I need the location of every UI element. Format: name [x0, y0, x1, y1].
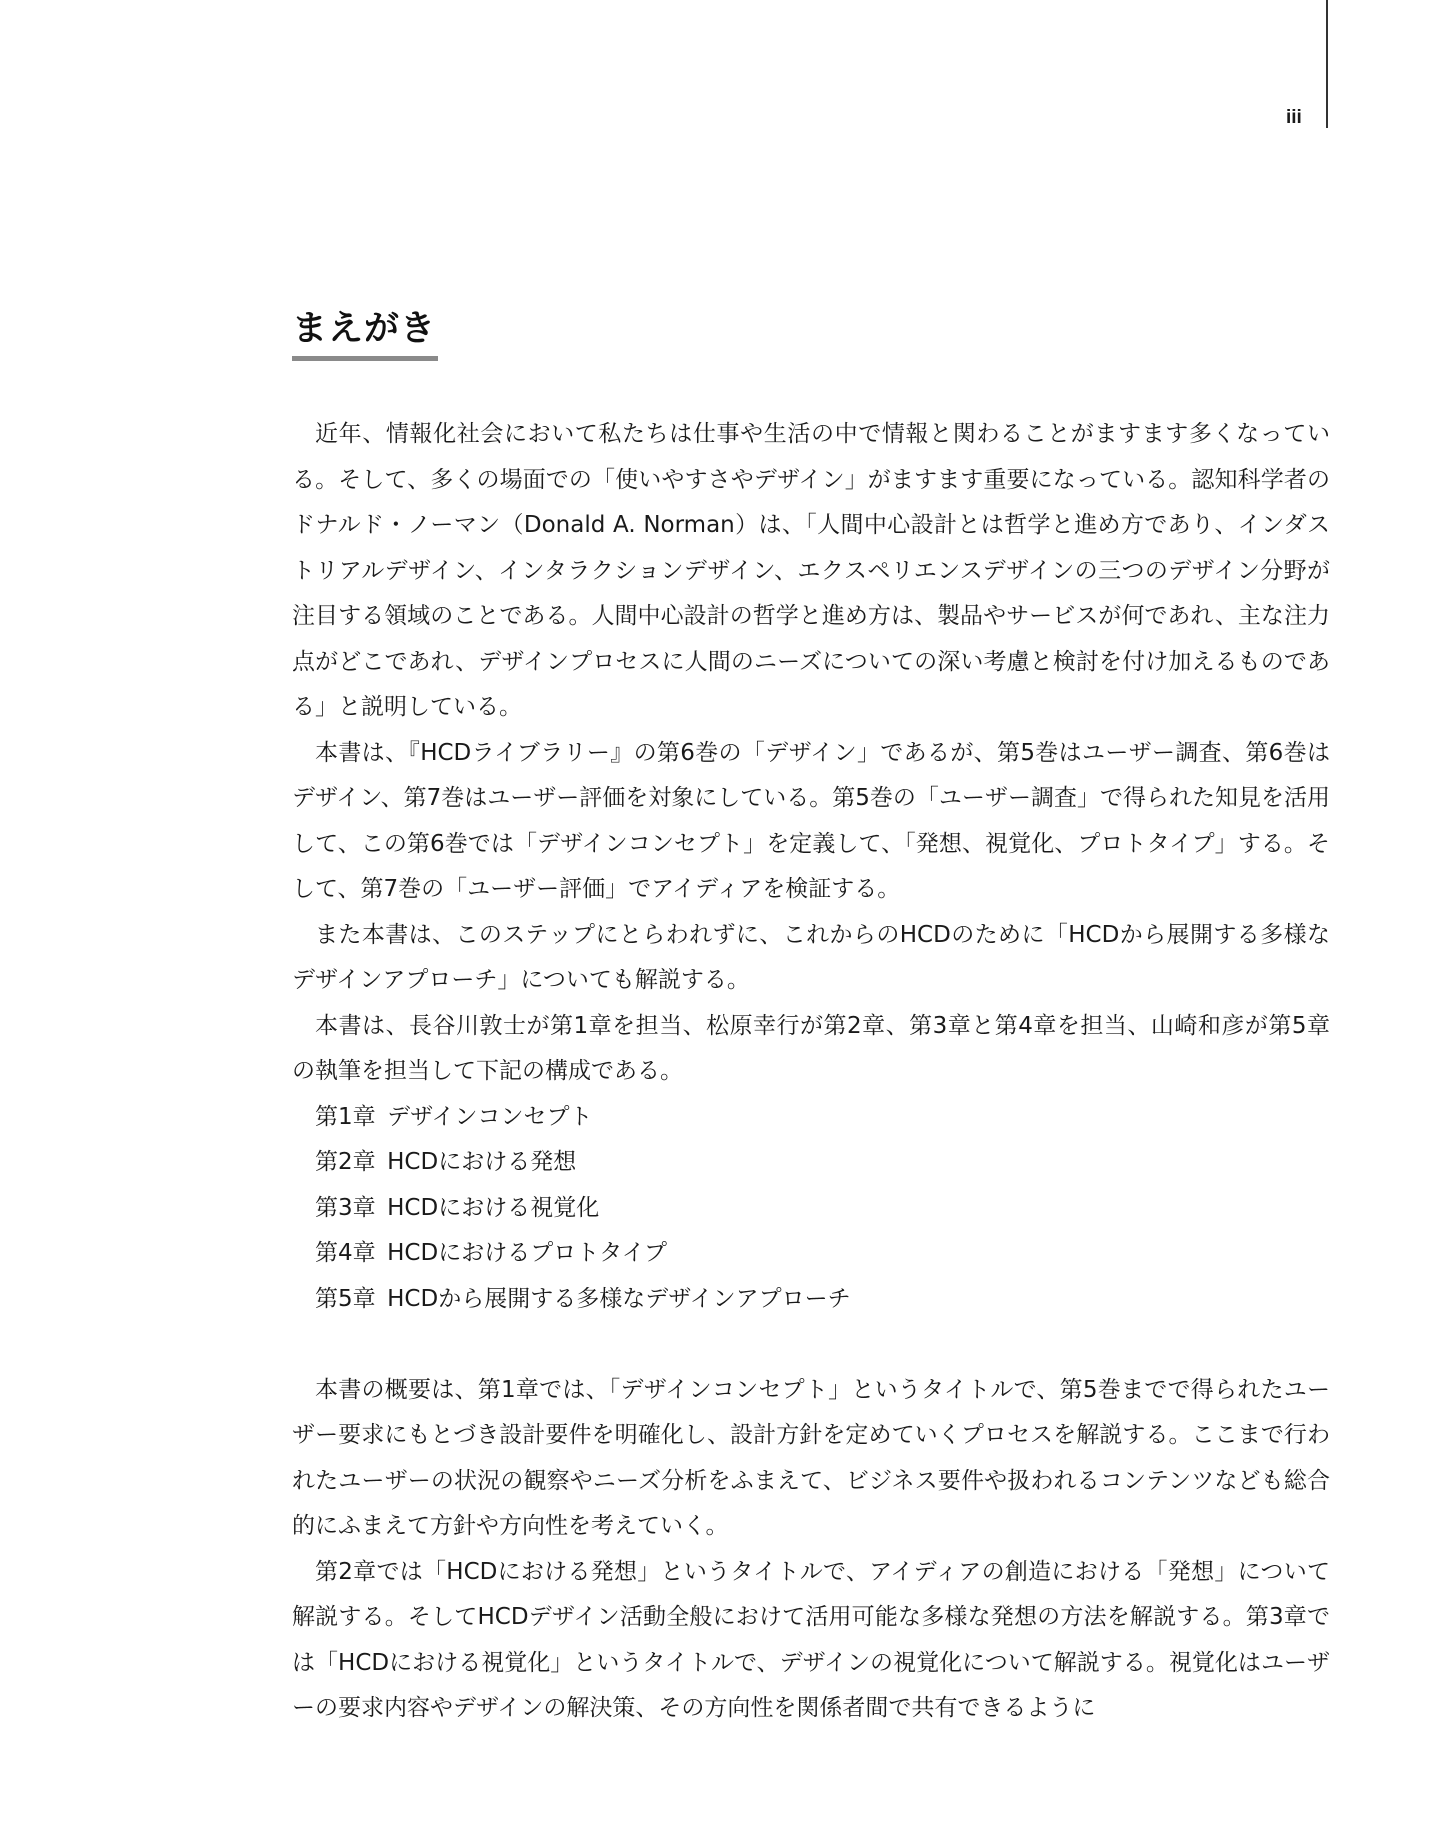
chapter-number: 第1章	[315, 1103, 376, 1130]
chapter-number: 第4章	[315, 1240, 376, 1266]
chapter-number: 第5章	[315, 1285, 376, 1312]
page-number: iii	[1286, 107, 1302, 128]
chapter-number: 第3章	[315, 1194, 376, 1221]
chapter-item	[292, 1277, 1330, 1323]
blank-line	[292, 1322, 1330, 1368]
paragraph: 第2章では「HCDにおける発想」というタイトルで、アイディアの創造における「発想」について解説する。そしてHCDデザイン活動全般におけて活用可能な多様な発想の方法を解説する。第3章では「HCDにおける視覚化」というタイトルで、デザインの視覚化について解説する。視覚化はユーザーの要求内容やデザインの解決策、その方向性を関係者間で共有できるように	[292, 1558, 1330, 1721]
chapter-item	[292, 1186, 1330, 1232]
page-edge-rule	[1326, 0, 1328, 128]
chapter-title: HCDから展開する多様なデザインアプローチ	[387, 1285, 851, 1312]
heading-underline	[292, 356, 438, 361]
paragraph: 本書は、長谷川敦士が第1章を担当、松原幸行が第2章、第3章と第4章を担当、山崎和彦が第5章の執筆を担当して下記の構成である。	[292, 1012, 1330, 1084]
body-text	[292, 412, 1330, 1732]
chapter-item	[292, 1231, 1330, 1277]
chapter-number: 第2章	[315, 1149, 376, 1175]
chapter-list	[292, 1095, 1330, 1323]
chapter-title: デザインコンセプト	[387, 1103, 593, 1130]
chapter-item	[292, 1095, 1330, 1141]
paragraph: 本書の概要は、第1章では、「デザインコンセプト」というタイトルで、第5巻までで得られたユーザー要求にもとづき設計要件を明確化し、設計方針を定めていくプロセスを解説する。ここまで行われたユーザーの状況の観察やニーズ分析をふまえて、ビジネス要件や扱われるコンテンツなども総合的にふまえて方針や方向性を考えていく。	[292, 1376, 1330, 1539]
chapter-title: HCDにおける視覚化	[387, 1194, 600, 1221]
paragraph: 本書は、『HCDライブラリー』の第6巻の「デザイン」であるが、第5巻はユーザー調査、第6巻はデザイン、第7巻はユーザー評価を対象にしている。第5巻の「ユーザー調査」で得られた知見を活用して、この第6巻では「デザインコンセプト」を定義して、「発想、視覚化、プロトタイプ」する。そして、第7巻の「ユーザー評価」でアイディアを検証する。	[292, 739, 1330, 902]
paragraph: また本書は、このステップにとらわれずに、これからのHCDのために「HCDから展開する多様なデザインアプローチ」についても解説する。	[292, 921, 1330, 993]
chapter-item	[292, 1140, 1330, 1186]
chapter-title: HCDにおけるプロトタイプ	[387, 1240, 668, 1266]
section-heading: まえがき	[292, 309, 437, 349]
paragraph: 近年、情報化社会において私たちは仕事や生活の中で情報と関わることがますます多くなっている。そして、多くの場面での「使いやすさやデザイン」がますます重要になっている。認知科学者のドナルド・ノーマン（Donald A. Norman）は、「人間中心設計とは哲学と進め方であり、インダストリアルデザイン、インタラクションデザイン、エクスペリエンスデザインの三つのデザイン分野が注目する領域のことである。人間中心設計の哲学と進め方は、製品やサービスが何であれ、主な注力点がどこであれ、デザインプロセスに人間のニーズについての深い考慮と検討を付け加えるものである」と説明している。	[292, 421, 1330, 720]
chapter-title: HCDにおける発想	[387, 1149, 577, 1175]
